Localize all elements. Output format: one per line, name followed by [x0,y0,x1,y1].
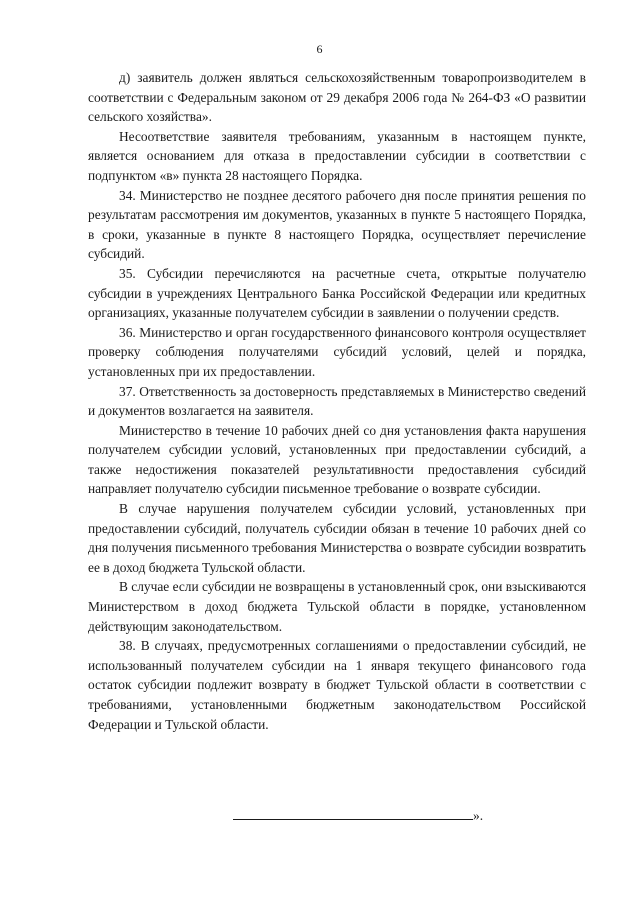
closing-rule [233,807,473,820]
paragraph-37: 37. Ответственность за достоверность представляемых в Министерство сведений и документов возлагается на заявителя. [88,383,586,419]
paragraph-34: 34. Министерство не позднее десятого рабочего дня после принятия решения по результатам рассмотрения им документов, указанных в пункте 5 настоящего Порядка, в сроки, указанные в пункте 8 настоящего Порядка, осуществляет перечисление субсидий. [88,187,586,262]
paragraph-applicant-requirement: д) заявитель должен являться сельскохозяйственным товаропроизводителем в соответствии с Федеральным законом от 29 декабря 2006 года № 264-ФЗ «О развитии сельского хозяйства». [88,70,586,125]
paragraph-noncompliance: Несоответствие заявителя требованиям, указанным в настоящем пункте, является основанием для отказа в предоставлении субсидии в соответствии с подпунктом «в» пункта 28 настоящего Порядка. [88,128,586,183]
closing-line [233,806,483,825]
paragraph-recovery: В случае если субсидии не возвращены в установленный срок, они взыскиваются Министерством в доход бюджета Тульской области в порядке, установленном действующим законодательством. [88,579,586,634]
closing-quote: ». [473,808,484,823]
paragraph-return-obligation: В случае нарушения получателем субсидии условий, установленных при предоставлении субсидий, получатель субсидии обязан в течение 10 рабочих дней со дня получения письменного требования Министерства о возврате субсидии возвратить ее в доход бюджета Тульской области. [88,501,586,575]
paragraph-35: 35. Субсидии перечисляются на расчетные счета, открытые получателю субсидии в учреждениях Центрального Банка Российской Федерации или кредитных организациях, указанные получателем субсидии в заявлении о получении средств. [88,265,586,321]
paragraph-violation-notice: Министерство в течение 10 рабочих дней со дня установления факта нарушения получателем субсидии условий, установленных при предоставлении субсидий, а также недостижения показателей результативности предоставления субсидий направляет получателю субсидии письменное требование о возврате субсидии. [88,422,586,497]
paragraph-36: 36. Министерство и орган государственного финансового контроля осуществляет проверку соблюдения получателями субсидий условий, целей и порядка, установленных при их предоставлении. [88,324,586,379]
page-number: 6 [316,42,323,56]
paragraph-38: 38. В случаях, предусмотренных соглашениями о предоставлении субсидий, не использованный получателем субсидии на 1 января текущего финансового года остаток субсидии подлежит возврату в бюджет Тульской области в соответствии с требованиями, установленными бюджетным законодательством Российской Федерации и Тульской области. [88,638,586,732]
document-body [88,68,586,734]
